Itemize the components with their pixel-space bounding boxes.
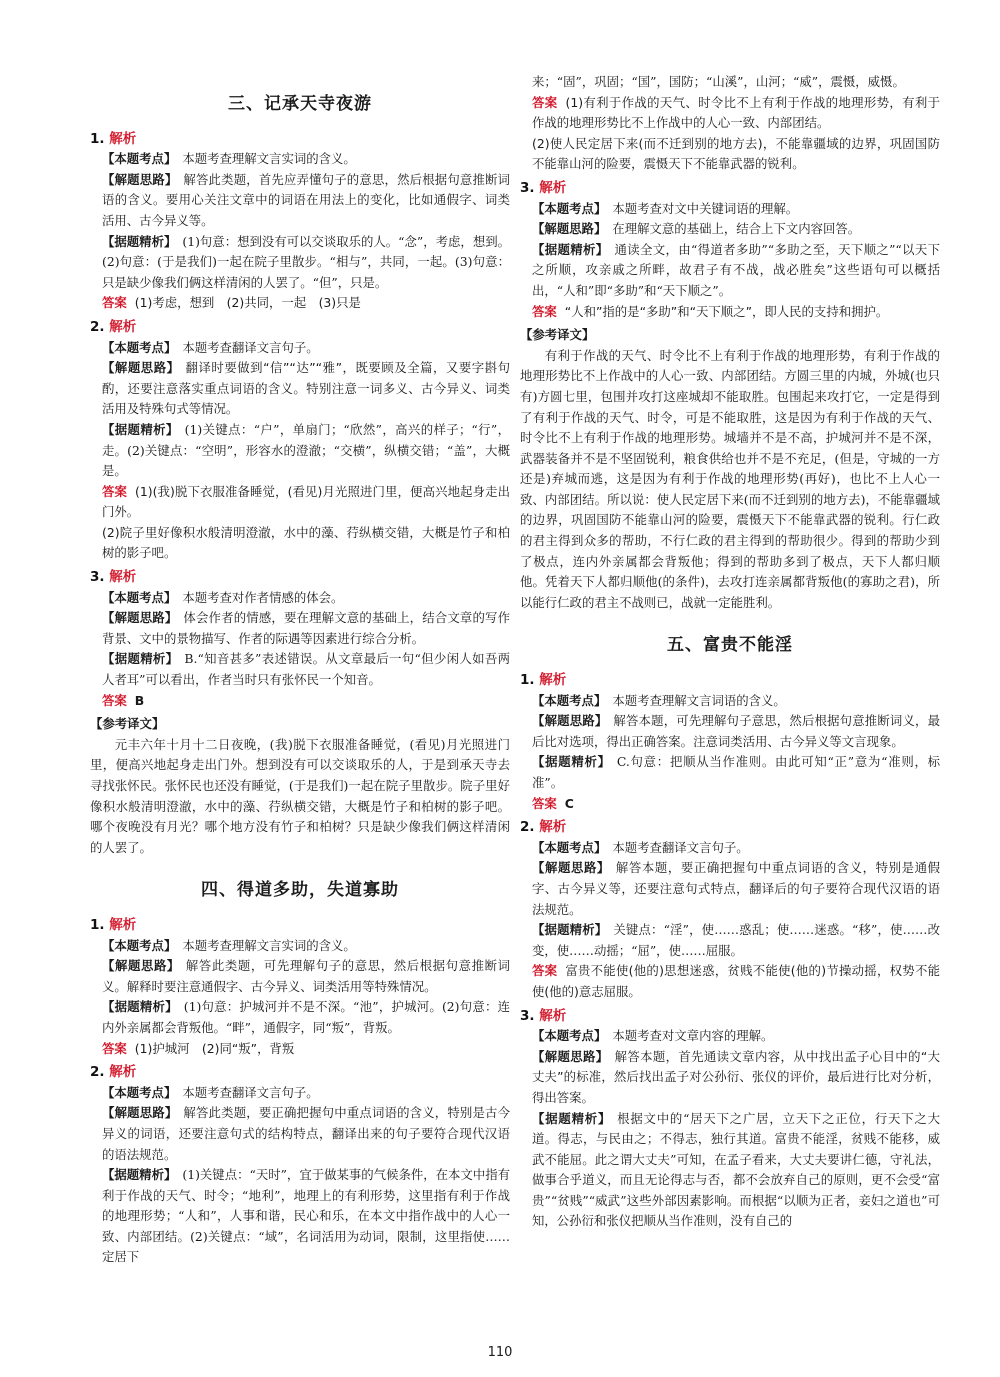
question-header: 3. 解析: [520, 1007, 567, 1024]
analysis-block: 【本题考点】 本题考查翻译文言句子。: [532, 839, 749, 855]
analysis-block: 【解题思路】 解答此类题，要正确把握句中重点词语的含义，特别是古今异义的词语，还要注意句式的结构特点，翻译出来的句子要符合现代汉语的语法规范。: [102, 1105, 511, 1162]
analysis-block: 【据题精析】 关键点：“淫”，使……惑乱；使……迷惑。“移”，使……改变，使……动摇；“屈”，使……屈服。: [532, 922, 941, 958]
question-header: 1. 解析: [90, 916, 137, 933]
analysis-block: 【据题精析】 (1)关键点：“户”，单扇门；“欣然”，高兴的样子；“行”，走。(2)关键点：“空明”，形容水的澄澈；“交横”，纵横交错；“盖”，大概是。: [102, 421, 511, 479]
question-header: 2. 解析: [520, 819, 567, 836]
analysis-block: 【据题精析】 (1)句意：护城河并不是不深。“池”，护城河。(2)句意：连内外亲属都会背叛他。“畔”，通假字，同“叛”，背叛。: [102, 999, 511, 1035]
analysis-block-continued: 来；“固”，巩固；“国”，国防；“山溪”，山河；“威”，震慑，威慑。: [532, 74, 905, 89]
analysis-block: 【本题考点】 本题考查翻译文言句子。: [102, 339, 319, 355]
analysis-block: 【据题精析】 根据文中的“居天下之广居，立天下之正位，行天下之大道。得志，与民由之；不得志，独行其道。富贵不能淫，贫贱不能移，威武不能屈。此之谓大丈夫”可知，在孟子看来，大丈夫要讲仁德，守礼法，做事合乎道义，而且无论得志与否，都不会放弃自己的原则，更不会受“富贵”“贫贱”“威武”这些外部因素影响。而根据“以顺为正者，妾妇之道也”可知，公孙衍和张仪把顺从当作准则，没有自己的: [532, 1110, 940, 1229]
reference-translation: 有利于作战的天气、时令比不上有利于作战的地理形势，有利于作战的地理形势比不上作战中的人心一致、内部团结。方圆三里的内城，外城(也只有)方圆七里，包围并攻打这座城却不能取胜。包围起来攻打它，一定是得到了有利于作战的天气、时令，可是不能取胜，这是因为有利于作战的天气、时令比不上有利于作战的地理形势。城墙并不是不高，护城河并不是不深，武器装备并不是不坚固锐利，粮食供给也并不是不充足，(但是，守城的一方还是)弃城而逃，这是因为有利于作战的地理形势(再好)，也比不上人心一致、内部团结。所以说：使人民定居下来(而不迁到别的地方去)，不能靠疆域的边界，巩固国防不能靠山河的险要，震慑天下不能靠武器的锐利。行仁政的君主得到众多的帮助，不行仁政的君主得到的帮助很少。得到的帮助少到了极点，连内外亲属都会背叛他；得到的帮助多到了极点，天下人都归顺他。凭着天下人都归顺他(的条件)，去攻打连亲属都背叛他(的寡助之君)，所以能行仁政的君主不战则已，战就一定能胜利。: [520, 347, 940, 610]
analysis-block: 【本题考点】 本题考查理解文言实词的含义。: [102, 937, 356, 953]
analysis-block: 【本题考点】 本题考查对文章内容的理解。: [532, 1028, 774, 1044]
analysis-block: 【据题精析】 通读全文，由“得道者多助”“多助之至，天下顺之”“以天下之所顺，攻亲戚之所畔，故君子有不战，战必胜矣”这些语句可以概括出，“人和”即“多助”和“天下顺之”。: [532, 241, 940, 298]
analysis-block: 【解题思路】 解答此类题，首先应弄懂句子的意思，然后根据句意推断词语的含义。要用心关注文章中的词语在用法上的变化，比如通假字、词类活用、古今异义等。: [102, 171, 511, 228]
analysis-block: 【解题思路】 翻译时要做到“信”“达”“雅”，既要顾及全篇，又要字斟句酌，还要注意落实重点词语的含义。特别注意一词多义、古今异义、词类活用及特殊句式等情况。: [102, 360, 510, 417]
answer-line: 答案 (1)考虑，想到 (2)共同，一起 (3)只是: [102, 295, 361, 311]
reference-translation-title: 【参考译文】: [520, 327, 595, 343]
answer-line: 答案 (1)护城河 (2)同“叛”，背叛: [102, 1040, 295, 1056]
answer-line: (2)院子里好像积水般清明澄澈，水中的藻、荇纵横交错，大概是竹子和柏树的影子吧。: [102, 524, 510, 561]
analysis-block: 【据题精析】 B.“知音甚多”表述错误。从文章最后一句“但少闲人如吾两人者耳”可以看出，作者当时只有张怀民一个知音。: [102, 651, 510, 688]
section-title: 三、记承天寺夜游: [228, 94, 372, 114]
analysis-block: 【解题思路】 解答本题，可先理解句子意思，然后根据句意推断词义，最后比对选项，得出正确答案。注意词类活用、古今异义等文言现象。: [532, 713, 941, 749]
analysis-block: 【解题思路】 体会作者的情感，要在理解文意的基础上，结合文章的写作背景、文中的景物描写、作者的际遇等因素进行综合分析。: [102, 610, 511, 646]
answer-line: (2)使人民定居下来(而不迁到别的地方去)，不能靠疆域的边界，巩固国防不能靠山河的险要，震慑天下不能靠武器的锐利。: [532, 135, 940, 172]
answer-line: 答案 (1)有利于作战的天气、时令比不上有利于作战的地理形势，有利于作战的地理形势比不上作战中的人心一致、内部团结。: [532, 94, 940, 131]
page-number: 110: [487, 1345, 513, 1360]
answer-line: 答案 B: [102, 692, 145, 708]
analysis-block: 【解题思路】 解答本题，要正确把握句中重点词语的含义，特别是通假字、古今异义等，还要注意句式特点，翻译后的句子要符合现代汉语的语法规范。: [532, 860, 940, 917]
analysis-block: 【解题思路】 解答本题，首先通读文章内容，从中找出孟子心目中的“大丈夫”的标准，然后找出孟子对公孙衍、张仪的评价，最后进行比对分析，得出答案。: [532, 1048, 941, 1105]
analysis-block: 【据题精析】 (1)句意：想到没有可以交谈取乐的人。“念”，考虑，想到。(2)句意：(于是我们)一起在院子里散步。“相与”，共同，一起。(3)句意：只是缺少像我们俩这样清闲的人罢了。“但”，只是。: [102, 233, 510, 290]
analysis-block: 【本题考点】 本题考查翻译文言句子。: [102, 1084, 319, 1100]
answer-line: 答案 “人和”指的是“多助”和“天下顺之”，即人民的支持和拥护。: [532, 303, 889, 319]
question-header: [90, 129, 510, 150]
analysis-block: 【解题思路】 解答此类题，可先理解句子的意思，然后根据句意推断词义。解释时要注意通假字、古今异义、词类活用等特殊情况。: [102, 958, 510, 994]
analysis-block: 【据题精析】 (1)关键点：“天时”，宜于做某事的气候条件，在本文中指有利于作战的天气、时令；“地利”，地理上的有利形势，这里指有利于作战的地理形势；“人和”，人事和谐，民心和乐，在本文中指作战中的人心一致、内部团结。(2)关键点：“域”，名词活用为动词，限制，这里指使……定居下: [102, 1167, 510, 1265]
reference-translation: 元丰六年十月十二日夜晚，(我)脱下衣服准备睡觉，(看见)月光照进门里，便高兴地起身走出门外。想到没有可以交谈取乐的人，于是到承天寺去寻找张怀民。张怀民也还没有睡觉，(于是我们)一起在院子里散步。院子里好像积水般清明澄澈，水中的藻、荇纵横交错，大概是竹子和柏树的影子吧。哪个夜晚没有月光？哪个地方没有竹子和柏树？只是缺少像我们俩这样清闲的人罢了。: [90, 736, 510, 855]
section-title: 五、富贵不能淫: [667, 635, 793, 656]
analysis-block: 【据题精析】 C.句意：把顺从当作准则。由此可知“正”意为“准则，标准”。: [532, 754, 940, 790]
question-header: 2. 解析: [90, 1064, 137, 1081]
analysis-block: 【解题思路】 在理解文意的基础上，结合上下文内容回答。: [532, 221, 861, 237]
question-number: 1.: [90, 130, 105, 147]
question-label: 解析: [109, 130, 137, 147]
left-column: [90, 72, 510, 1268]
reference-translation-title: 【参考译文】: [90, 716, 165, 732]
analysis-block: 【本题考点】 本题考查对作者情感的体会。: [102, 589, 344, 605]
right-column: [520, 72, 940, 1232]
answer-line: 答案 富贵不能使(他的)思想迷惑，贫贱不能使(他的)节操动摇，权势不能使(他的)意志屈服。: [532, 963, 940, 999]
question-header: 3. 解析: [90, 569, 137, 586]
analysis-block: 【本题考点】 本题考查理解文言实词的含义。: [102, 151, 356, 167]
answer-line: 答案 (1)(我)脱下衣服准备睡觉，(看见)月光照进门里，便高兴地起身走出门外。: [102, 483, 511, 520]
section-title: 四、得道多助，失道寡助: [201, 880, 399, 901]
analysis-block: 【本题考点】 本题考查对文中关键词语的理解。: [532, 200, 799, 216]
question-header: 3. 解析: [520, 179, 567, 196]
question-header: 1. 解析: [520, 672, 567, 689]
analysis-block: 【本题考点】 本题考查理解文言词语的含义。: [532, 692, 786, 708]
question-header: 2. 解析: [90, 318, 137, 335]
answer-line: 答案 C: [532, 795, 574, 811]
